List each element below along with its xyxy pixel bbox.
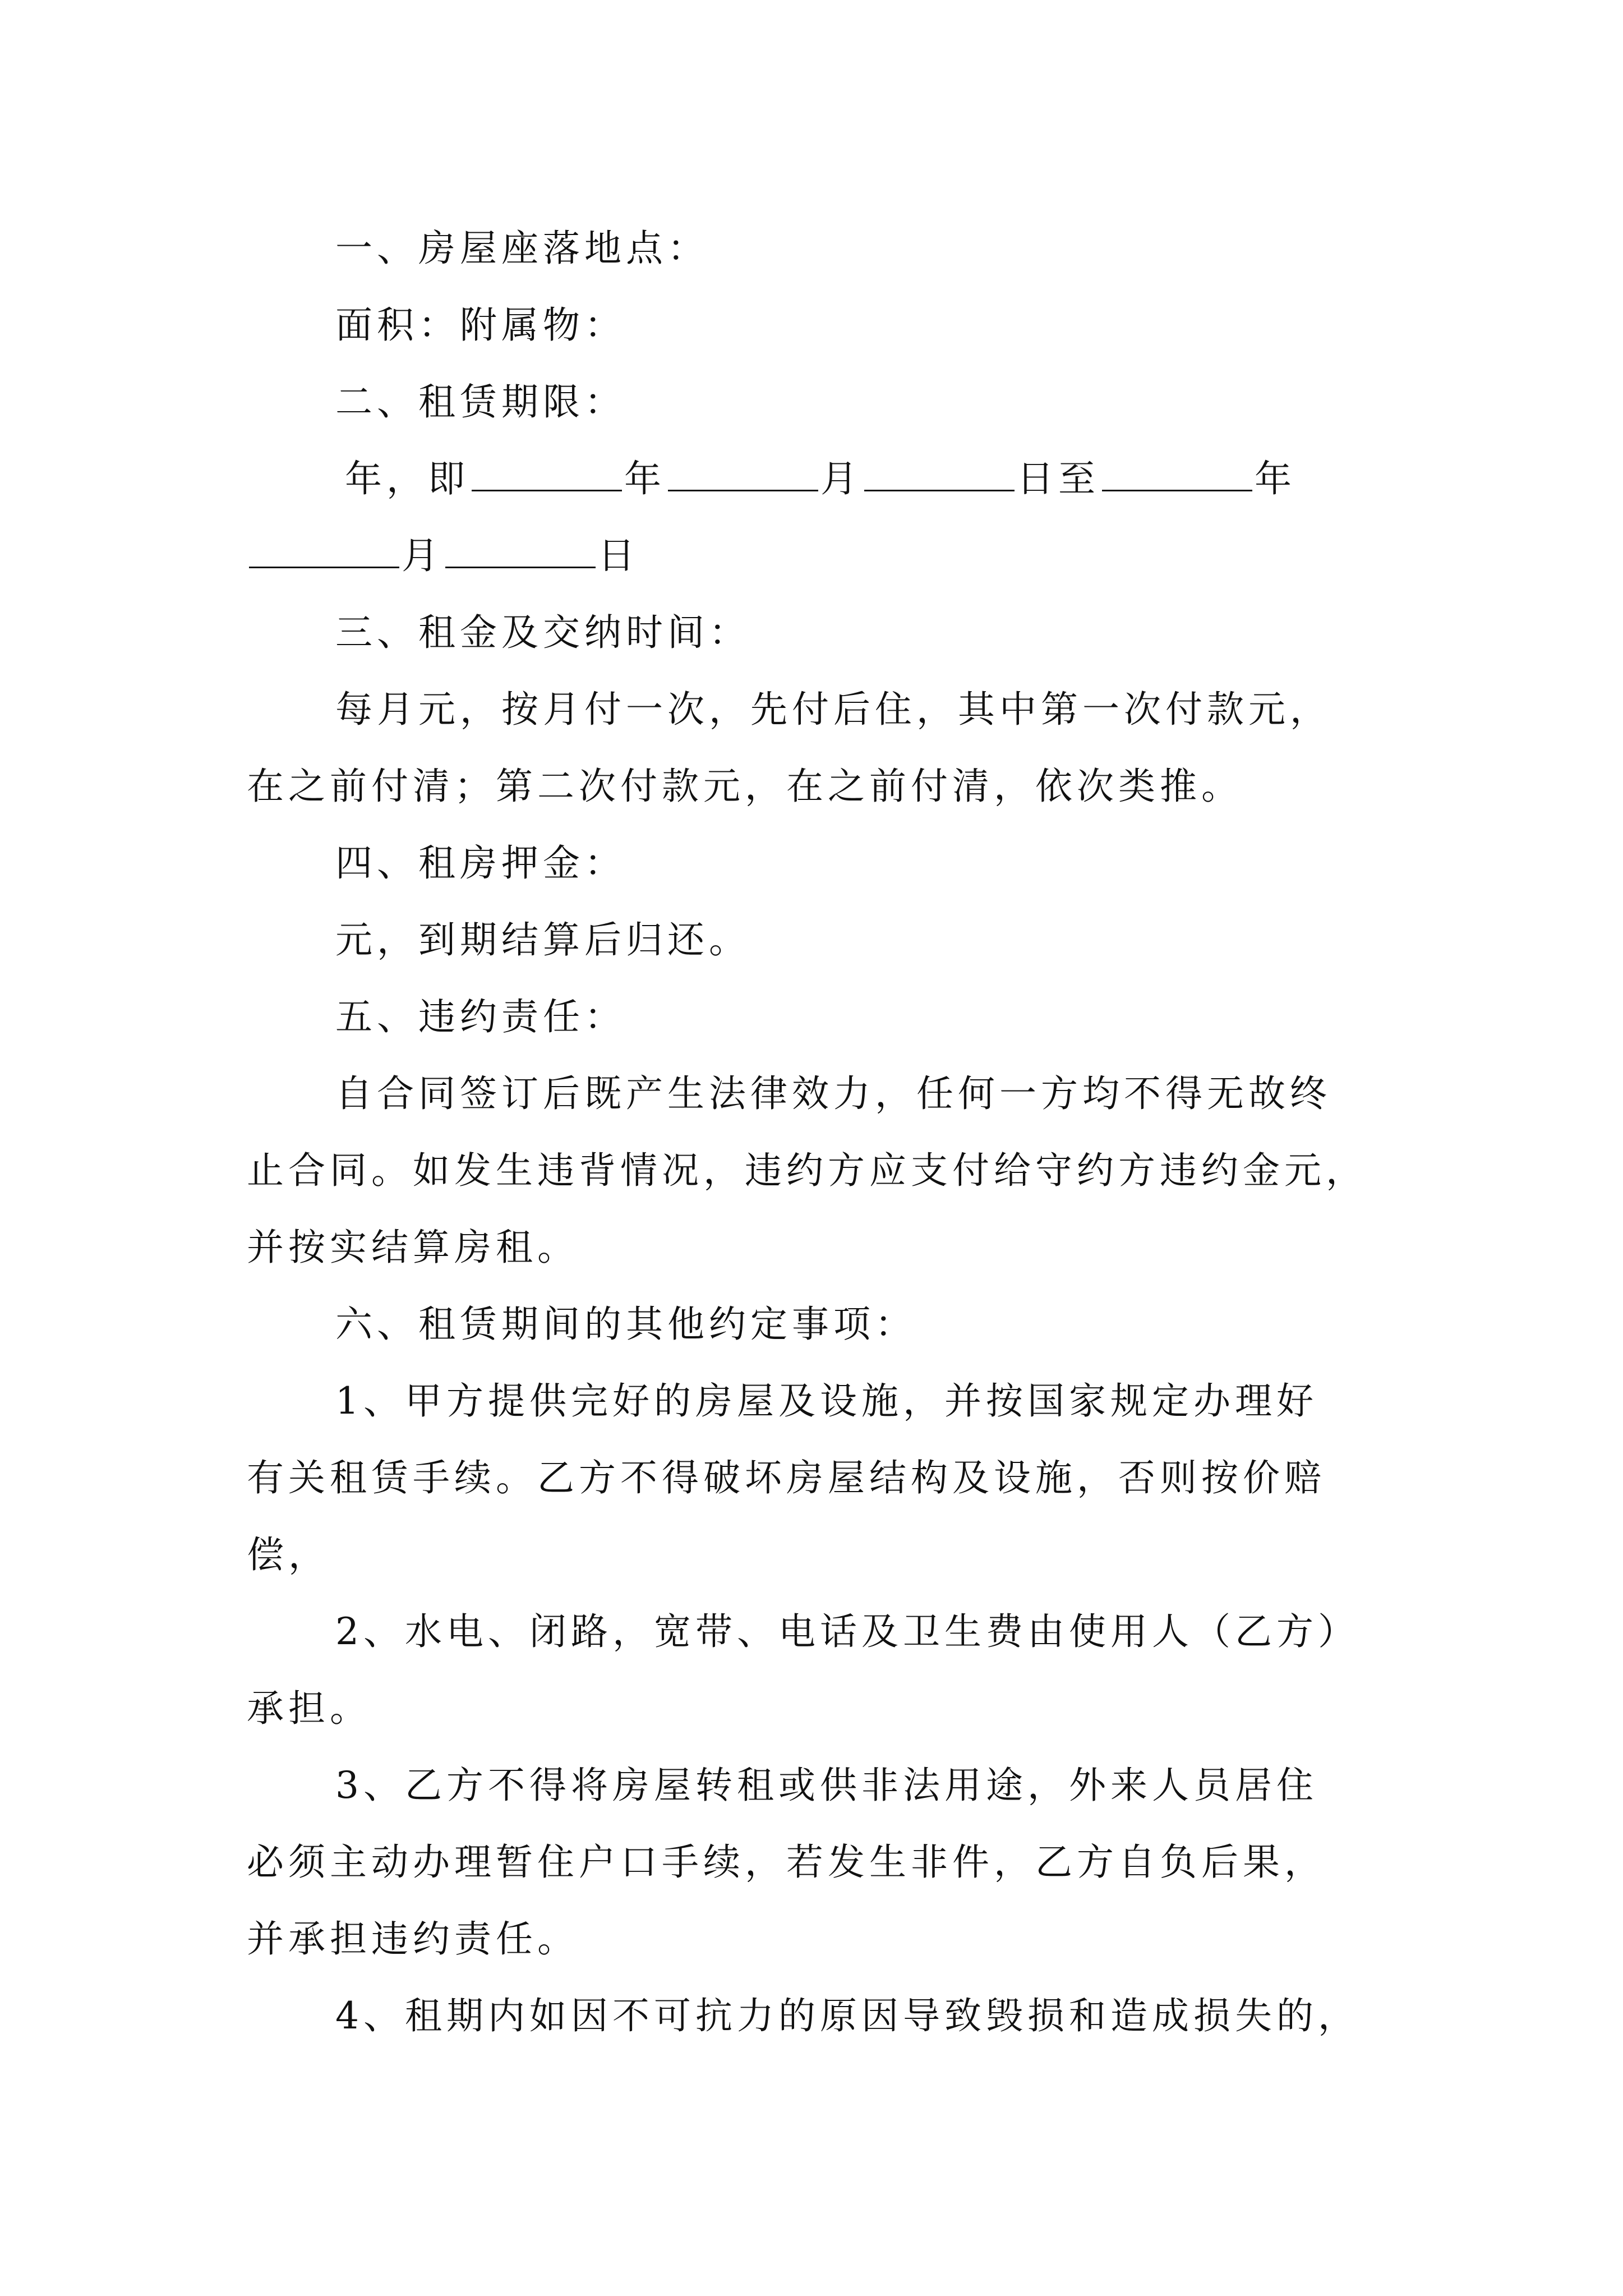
text-line: 偿， <box>247 1533 330 1576</box>
text-line: 并承担违约责任。 <box>247 1917 579 1961</box>
clause-3: 3、乙方不得将房屋转租或供非法用途，外来人员居住 <box>335 1764 1318 1807</box>
section-heading-deposit: 四、租房押金： <box>335 841 626 885</box>
lease-period-line-continued <box>247 517 1391 594</box>
clause-1: 1、甲方提供完好的房屋及设施，并按国家规定办理好 <box>335 1379 1318 1423</box>
text-line: 止合同。如发生违背情况，违约方应支付给守约方违约金元， <box>247 1149 1367 1192</box>
text-line: 必须主动办理暂住户口手续，若发生非件，乙方自负后果， <box>247 1841 1326 1884</box>
text-line: 每月元，按月付一次，先付后住，其中第一次付款元， <box>335 688 1331 731</box>
clause-2: 2、水电、闭路，宽带、电话及卫生费由使用人（乙方） <box>335 1610 1359 1653</box>
date-label: 年，即 <box>345 457 469 500</box>
blank-field <box>445 535 596 568</box>
document-body <box>247 210 1391 2054</box>
text-line: 元，到期结算后归还。 <box>335 918 750 961</box>
section-heading-liability: 五、违约责任： <box>335 995 626 1038</box>
blank-field <box>1102 458 1252 491</box>
section-heading-location: 一、房屋座落地点： <box>335 227 709 270</box>
date-label: 日至 <box>1017 457 1100 500</box>
blank-field <box>668 458 818 491</box>
text-line: 承担。 <box>247 1687 371 1730</box>
blank-field <box>864 458 1015 491</box>
date-label: 年 <box>624 457 666 500</box>
date-label: 日 <box>598 534 639 577</box>
text-line: 自合同签订后既产生法律效力，任何一方均不得无故终 <box>335 1072 1331 1115</box>
text-line: 有关租赁手续。乙方不得破坏房屋结构及设施，否则按价赔 <box>247 1456 1326 1499</box>
text-line: 并按实结算房租。 <box>247 1226 579 1269</box>
date-label: 月 <box>820 457 862 500</box>
section-heading-rent: 三、租金及交纳时间： <box>335 611 750 654</box>
lease-period-line <box>247 440 1391 517</box>
blank-field <box>249 535 399 568</box>
text-line: 在之前付清；第二次付款元，在之前付清，依次类推。 <box>247 765 1243 808</box>
text-line: 面积：附属物： <box>335 303 626 347</box>
date-label: 年 <box>1255 457 1296 500</box>
section-heading-term: 二、租赁期限： <box>335 380 626 424</box>
section-heading-other-terms: 六、租赁期间的其他约定事项： <box>335 1303 916 1346</box>
clause-4: 4、租期内如因不可抗力的原因导致毁损和造成损失的， <box>335 1994 1359 2037</box>
date-label: 月 <box>402 534 443 577</box>
blank-field <box>472 458 622 491</box>
